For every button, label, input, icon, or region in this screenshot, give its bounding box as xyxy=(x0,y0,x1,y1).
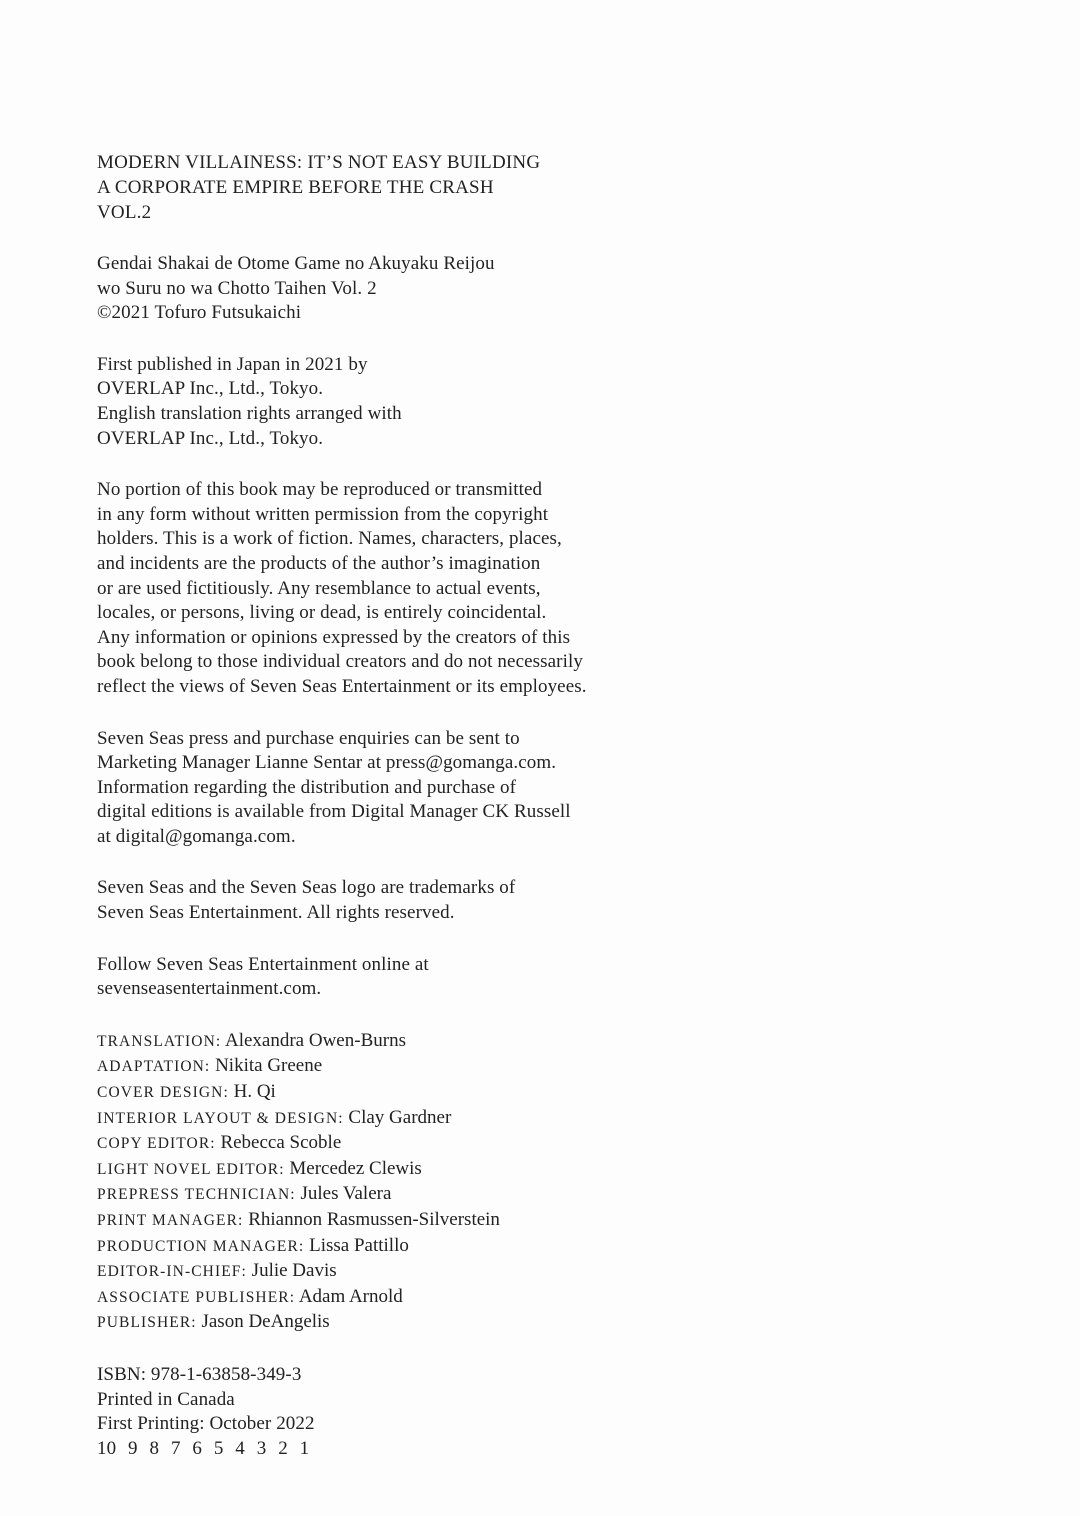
book-title xyxy=(97,150,717,225)
legal-line-4: and incidents are the products of the author’s imagination xyxy=(97,552,541,574)
original-title-line-2: wo Suru no wa Chotto Taihen Vol. 2 xyxy=(97,277,377,299)
credit-name: Lissa Pattillo xyxy=(309,1234,409,1256)
printing-info xyxy=(97,1363,717,1461)
press-contact-info xyxy=(97,727,717,850)
credit-name: Jason DeAngelis xyxy=(201,1311,330,1333)
legal-line-3: holders. This is a work of fiction. Names, characters, places, xyxy=(97,528,562,550)
legal-line-2: in any form without written permission from the copyright xyxy=(97,503,549,525)
publication-line-3: English translation rights arranged with xyxy=(97,402,402,424)
credit-name: Mercedez Clewis xyxy=(289,1157,422,1179)
staff-credits xyxy=(97,1029,717,1336)
colophon-content xyxy=(97,150,717,1461)
credit-editor-in-chief xyxy=(97,1259,717,1285)
credit-name: Clay Gardner xyxy=(348,1106,452,1128)
credit-role-label: PUBLISHER: xyxy=(97,1314,197,1332)
credit-role-label: LIGHT NOVEL EDITOR: xyxy=(97,1160,285,1178)
legal-line-5: or are used fictitiously. Any resemblance to actual events, xyxy=(97,577,541,599)
credit-name: Nikita Greene xyxy=(215,1055,323,1077)
legal-line-9: reflect the views of Seven Seas Entertainment or its employees. xyxy=(97,675,587,697)
trademark-line-1: Seven Seas and the Seven Seas logo are trademarks of xyxy=(97,877,516,899)
contact-line-3: Information regarding the distribution and purchase of xyxy=(97,776,517,798)
follow-online-notice xyxy=(97,953,717,1002)
legal-disclaimer xyxy=(97,478,717,699)
credit-copy-editor xyxy=(97,1131,717,1157)
publication-line-2: OVERLAP Inc., Ltd., Tokyo. xyxy=(97,378,324,400)
legal-line-7: Any information or opinions expressed by the creators of this xyxy=(97,626,571,648)
credit-role-label: PRODUCTION MANAGER: xyxy=(97,1237,305,1255)
credit-name: Jules Valera xyxy=(300,1183,392,1205)
credit-role-label: EDITOR-IN-CHIEF: xyxy=(97,1263,247,1281)
contact-line-4: digital editions is available from Digital Manager CK Russell xyxy=(97,801,571,823)
printers-key: 10 9 8 7 6 5 4 3 2 1 xyxy=(97,1437,310,1459)
credit-cover-design xyxy=(97,1080,717,1106)
credit-role-label: COPY EDITOR: xyxy=(97,1135,216,1153)
first-printing-date: First Printing: October 2022 xyxy=(97,1413,315,1435)
credit-prepress-technician xyxy=(97,1182,717,1208)
credit-production-manager xyxy=(97,1234,717,1260)
credit-name: Adam Arnold xyxy=(298,1285,403,1307)
legal-line-1: No portion of this book may be reproduced or transmitted xyxy=(97,479,543,501)
publication-line-1: First published in Japan in 2021 by xyxy=(97,353,368,375)
credit-name: Rhiannon Rasmussen-Silverstein xyxy=(248,1209,500,1230)
original-japanese-title xyxy=(97,252,717,326)
trademark-notice xyxy=(97,876,717,925)
credit-name: Julie Davis xyxy=(251,1260,337,1282)
book-title-line-1: MODERN VILLAINESS: IT’S NOT EASY BUILDING xyxy=(97,152,541,173)
follow-website: sevenseasentertainment.com. xyxy=(97,978,322,1000)
credit-adaptation xyxy=(97,1054,717,1080)
trademark-line-2: Seven Seas Entertainment. All rights reserved. xyxy=(97,902,455,924)
credit-role-label: PRINT MANAGER: xyxy=(97,1212,244,1229)
isbn-number: ISBN: 978-1-63858-349-3 xyxy=(97,1363,302,1385)
credit-role-label: TRANSLATION: xyxy=(97,1032,222,1050)
credit-role-label: INTERIOR LAYOUT & DESIGN: xyxy=(97,1109,344,1127)
credit-interior-layout xyxy=(97,1106,717,1132)
credit-role-label: ASSOCIATE PUBLISHER: xyxy=(97,1288,296,1306)
credit-name: Alexandra Owen-Burns xyxy=(224,1029,406,1051)
credit-role-label: PREPRESS TECHNICIAN: xyxy=(97,1186,296,1204)
follow-line-1: Follow Seven Seas Entertainment online at xyxy=(97,953,429,975)
contact-line-5: at digital@gomanga.com. xyxy=(97,825,296,847)
credit-role-label: ADAPTATION: xyxy=(97,1058,211,1076)
contact-line-1: Seven Seas press and purchase enquiries can be sent to xyxy=(97,727,520,749)
credit-print-manager xyxy=(97,1208,717,1234)
credit-translation xyxy=(97,1029,717,1055)
copyright-notice: ©2021 Tofuro Futsukaichi xyxy=(97,302,302,324)
credit-name: H. Qi xyxy=(233,1081,276,1103)
publication-info xyxy=(97,353,717,451)
credit-publisher xyxy=(97,1310,717,1336)
credit-role-label: COVER DESIGN: xyxy=(97,1084,229,1102)
contact-line-2: Marketing Manager Lianne Sentar at press@gomanga.com. xyxy=(97,752,557,774)
book-title-volume: VOL.2 xyxy=(97,202,152,223)
credit-name: Rebecca Scoble xyxy=(220,1132,342,1154)
original-title-line-1: Gendai Shakai de Otome Game no Akuyaku Reijou xyxy=(97,253,495,274)
printed-in-country: Printed in Canada xyxy=(97,1388,235,1410)
legal-line-6: locales, or persons, living or dead, is entirely coincidental. xyxy=(97,602,547,624)
publication-line-4: OVERLAP Inc., Ltd., Tokyo. xyxy=(97,427,324,449)
credit-associate-publisher xyxy=(97,1285,717,1311)
book-title-line-2: A CORPORATE EMPIRE BEFORE THE CRASH xyxy=(97,177,494,198)
legal-line-8: book belong to those individual creators and do not necessarily xyxy=(97,651,583,673)
credit-light-novel-editor xyxy=(97,1157,717,1183)
